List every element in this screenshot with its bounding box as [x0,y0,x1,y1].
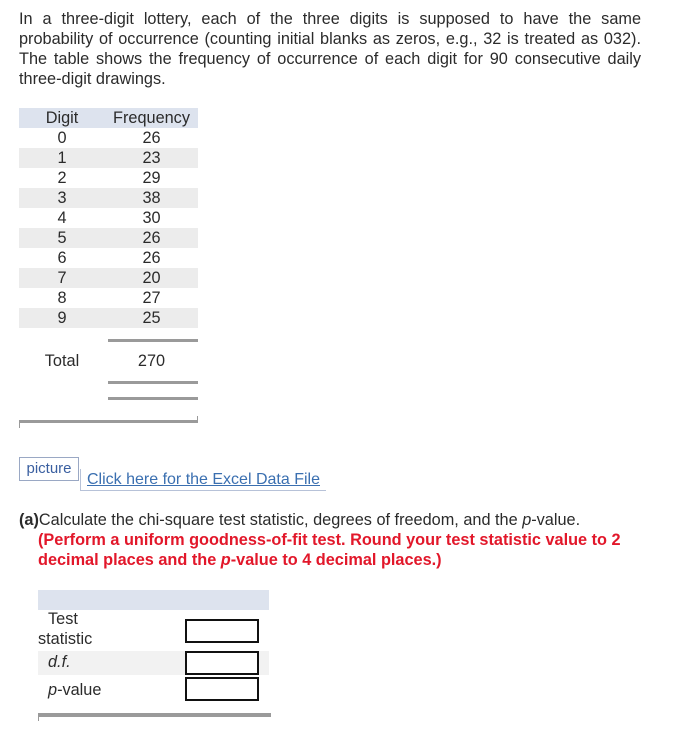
table-right-tick [197,416,198,423]
table-row [19,248,198,268]
excel-data-link[interactable]: Click here for the Excel Data File [80,469,326,491]
frequency-table [19,108,198,328]
rounding-instructions [38,530,644,570]
table-header-row [19,108,198,128]
digit-cell: 4 [57,209,67,227]
pvalue-label [48,680,101,700]
table-row [19,188,198,208]
digit-cell: 5 [57,229,67,247]
df-input[interactable] [185,651,259,675]
header-digit: Digit [45,109,79,127]
digit-cell: 9 [57,309,67,327]
table-bottom-rule [19,420,198,423]
table-bottom-tick [19,420,20,428]
picture-button[interactable]: picture [19,457,79,481]
digit-cell: 2 [57,169,67,187]
pvalue-p-italic: p [48,681,58,699]
header-frequency: Frequency [113,109,190,127]
double-rule-top [108,381,198,384]
total-value: 270 [137,352,166,370]
instruction-p-italic: p [220,551,231,569]
question-pvalue-suffix: -value. [531,511,581,529]
question-p-italic: p [522,511,532,529]
question-text: Calculate the chi-square test statistic, degrees of freedom, and the [38,511,523,529]
instruction-part1: (Perform a uniform goodness-of-fit test. Round your test statistic value to 2 decimal places and the [38,531,621,569]
frequency-cell: 30 [142,209,161,227]
digit-cell: 8 [57,289,67,307]
total-label: Total [44,352,80,370]
pvalue-input[interactable] [185,677,259,701]
frequency-cell: 26 [142,229,161,247]
digit-cell: 3 [57,189,67,207]
test-statistic-label-line2: statistic [38,630,93,648]
frequency-cell: 38 [142,189,161,207]
question-part-label: (a) [19,511,39,529]
problem-intro: In a three-digit lottery, each of the three digits is supposed to have the same probability of occurrence (counting initial blanks as zeros, e.g., 32 is treated as 032). The table shows the frequency of occurrence of each digit for 90 consecutive daily three-digit drawings. [19,10,641,88]
answer-table-header [38,590,269,610]
table-row [19,208,198,228]
sum-rule [108,339,198,342]
digit-cell: 1 [57,149,67,167]
table-row [19,148,198,168]
question-a [19,510,580,530]
frequency-cell: 29 [142,169,161,187]
digit-cell: 0 [57,129,67,147]
frequency-cell: 23 [142,149,161,167]
frequency-cell: 27 [142,289,161,307]
frequency-cell: 26 [142,129,161,147]
total-row [19,351,198,371]
digit-cell: 7 [57,269,67,287]
table-row [19,128,198,148]
df-label-text: d.f. [48,653,71,671]
double-rule-bottom [108,397,198,400]
frequency-cell: 26 [142,249,161,267]
table-row [19,288,198,308]
digit-cell: 6 [57,249,67,267]
df-label [48,652,71,672]
test-statistic-input[interactable] [185,619,259,643]
test-statistic-label-line1: Test [48,610,78,628]
table-row [19,268,198,288]
frequency-cell: 25 [142,309,161,327]
answer-table-bottom-tick [38,713,39,721]
pvalue-label-suffix: -value [57,681,102,699]
instruction-part2: -value to 4 decimal places.) [230,551,442,569]
answer-table-bottom-rule [38,713,271,717]
table-row [19,168,198,188]
frequency-cell: 20 [142,269,161,287]
table-row [19,308,198,328]
table-row [19,228,198,248]
